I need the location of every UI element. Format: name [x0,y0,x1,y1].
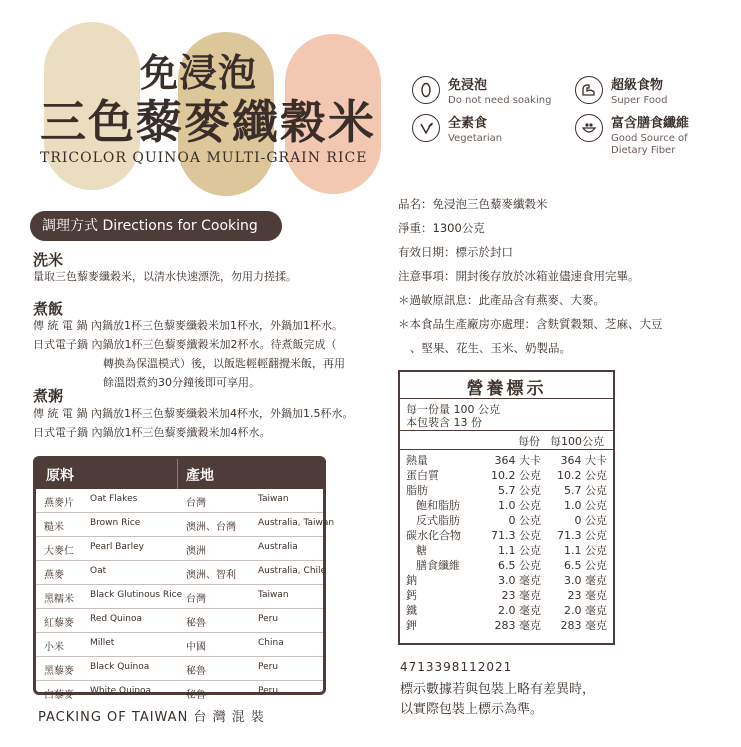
nutrient-per-100g: 5.7 公克 [564,484,607,497]
table-row [36,681,323,704]
nutrient-row [400,527,613,542]
table-row [36,513,335,537]
nutrient-per-100g: 3.0 毫克 [564,574,607,587]
ingredient-name-zh: 燕麥 [44,570,64,581]
nutrient-per-100g: 2.0 毫克 [564,604,607,617]
nutrient-row [400,467,613,482]
origin-en: Peru [258,614,279,624]
origin-column-header: 產地 [186,468,214,484]
nutrient-per-100g: 283 毫克 [560,619,607,632]
nutrient-name: 鈉 [406,574,417,587]
table-row [36,609,323,633]
servings-per-pack: 本包裝含 13 份 [406,416,482,429]
nutrient-row [400,617,613,632]
nutrient-per-serving: 364 大卡 [494,454,541,467]
origin-en: China [258,638,284,648]
origin-zh: 澳洲 [186,546,206,557]
per-100g-header: 每100公克 [550,435,604,448]
origin-zh: 秘魯 [186,666,206,677]
nutrient-per-serving: 10.2 公克 [491,469,541,482]
origin-en: Peru [258,662,279,672]
nutrient-per-serving: 5.7 公克 [498,484,541,497]
nutrient-per-100g: 364 大卡 [560,454,607,467]
leaf-v-icon [412,114,440,142]
ingredient-name-zh: 白藜麥 [44,690,74,701]
ingredient-name-en: Pearl Barley [90,542,144,552]
origin-en: Australia [258,542,298,552]
barcode-number: 4713398112021 [400,660,513,674]
nutrient-row [400,497,613,512]
nutrient-row [400,587,613,602]
nutrient-per-serving: 283 毫克 [494,619,541,632]
origin-table-header [36,459,323,489]
origin-zh: 台灣 [186,498,206,509]
porridge-text-2: 日式電子鍋 內鍋放1杯三色藜麥纖穀米加4杯水。 [33,426,271,439]
facility-info-2: 、堅果、花生、玉米、奶製品。 [410,341,571,355]
cook-rice-text-3: 轉換為保溫模式）後，以飯匙輕輕翻攪米飯，再用 [103,357,345,370]
ingredient-name-en: Oat Flakes [90,494,138,504]
table-row [36,585,323,609]
nutrient-name: 鉀 [406,619,417,632]
nutrient-name: 熱量 [406,454,428,467]
expiry-date: 有效日期：標示於封口 [398,245,513,259]
wash-text: 量取三色藜麥纖穀米，以清水快速漂洗，勿用力搓揉。 [33,270,297,283]
nutrient-per-serving: 2.0 毫克 [498,604,541,617]
nutrient-name: 糖 [416,544,427,557]
ingredient-origin-table [33,456,335,701]
origin-zh: 秘魯 [186,618,206,629]
nutrient-row [400,482,613,497]
nutrient-per-100g: 1.1 公克 [564,544,607,557]
ingredient-name-en: White Quinoa [90,686,152,696]
feature-super-food: 超級食物 Super Food [575,74,667,107]
cook-rice-text-2: 日式電子鍋 內鍋放1杯三色藜麥纖穀米加2杯水。待煮飯完成（ [33,338,337,351]
ingredient-name-en: Black Glutinous Rice [90,590,183,600]
nutrient-name: 反式脂肪 [416,514,460,527]
origin-en: Peru [258,686,279,696]
table-row [36,489,323,513]
cook-rice-text-1: 傳 統 電 鍋 內鍋放1杯三色藜麥纖穀米加1杯水，外鍋加1杯水。 [33,319,343,332]
directions-header: 調理方式 Directions for Cooking [30,211,282,241]
grain-bowl-icon [575,114,603,142]
ingredient-name-zh: 燕麥片 [44,498,74,509]
nutrient-per-serving: 1.0 公克 [498,499,541,512]
ingredient-name-zh: 大麥仁 [44,546,74,557]
product-title-line2: 三色藜麥纖穀米 [40,95,376,149]
product-title-line1: 免浸泡 [140,51,258,95]
nutrient-name: 鐵 [406,604,417,617]
ingredient-name-zh: 黑藜麥 [44,666,74,677]
ingredient-name-en: Brown Rice [90,518,141,528]
table-row [36,657,323,681]
ingredient-column-header: 原料 [46,468,74,484]
nutrient-name: 脂肪 [406,484,428,497]
product-title-english: TRICOLOR QUINOA MULTI-GRAIN RICE [40,150,368,166]
origin-zh: 澳洲、台灣 [186,522,236,533]
divider [400,430,613,431]
ingredient-name-en: Millet [90,638,115,648]
origin-en: Taiwan [258,494,289,504]
nutrient-per-100g: 6.5 公克 [564,559,607,572]
nutrient-per-serving: 3.0 毫克 [498,574,541,587]
nutrition-facts-table [398,370,615,645]
wash-heading: 洗米 [33,251,64,269]
nutrition-title: 營養標示 [466,379,547,399]
nutrient-per-100g: 23 毫克 [567,589,607,602]
table-row [36,561,327,585]
allergen-info: ＊過敏原訊息：此產品含有燕麥、大麥。 [398,293,605,307]
table-row [36,633,323,657]
per-serving-header: 每份 [518,435,540,448]
origin-en: Australia, Chile [258,566,327,576]
ingredient-name-zh: 紅藜麥 [44,618,74,629]
table-row [36,537,323,561]
nutrient-name: 飽和脂肪 [416,499,460,512]
feature-vegetarian: 全素食 Vegetarian [412,112,502,145]
nutrient-name: 膳食纖維 [416,559,460,572]
origin-en: Australia, Taiwan [258,518,335,528]
ingredient-name-zh: 糙米 [44,522,64,533]
serving-size: 每一份量 100 公克 [406,403,500,416]
porridge-text-1: 傳 統 電 鍋 內鍋放1杯三色藜麥纖穀米加4杯水，外鍋加1.5杯水。 [33,407,354,420]
nutrient-per-serving: 1.1 公克 [498,544,541,557]
divider [400,449,613,450]
nutrient-per-serving: 71.3 公克 [491,529,541,542]
nutrient-row [400,452,613,467]
nutrient-per-100g: 71.3 公克 [557,529,607,542]
nutrient-name: 蛋白質 [406,469,439,482]
nutrient-row [400,602,613,617]
nutrient-per-100g: 1.0 公克 [564,499,607,512]
cook-rice-heading: 煮飯 [33,300,64,318]
header-divider [177,459,178,489]
origin-en: Taiwan [258,590,289,600]
cook-rice-text-4: 餘溫悶煮約30分鐘後即可享用。 [103,376,260,389]
feature-no-soak: 免浸泡 Do not need soaking [412,74,551,107]
ingredient-name-en: Oat [90,566,107,576]
product-name: 品名：免浸泡三色藜麥纖穀米 [398,197,548,211]
ingredient-name-en: Black Quinoa [90,662,150,672]
ingredient-name-en: Red Quinoa [90,614,142,624]
origin-zh: 台灣 [186,594,206,605]
nutrient-row [400,572,613,587]
net-weight: 淨重：1300公克 [398,221,485,235]
porridge-heading: 煮粥 [33,387,64,405]
nutrient-row [400,557,613,572]
origin-table-body [36,489,335,704]
nutrient-per-serving: 23 毫克 [501,589,541,602]
nutrient-row [400,542,613,557]
nutrient-per-serving: 0 公克 [508,514,541,527]
nutrient-row [400,512,613,527]
ingredient-name-zh: 小米 [44,642,64,653]
origin-zh: 中國 [186,642,206,653]
packing-origin: PACKING OF TAIWAN 台 灣 混 裝 [38,710,265,725]
disclaimer-line-2: 以實際包裝上標示為準。 [400,702,544,717]
nutrient-per-100g: 10.2 公克 [557,469,607,482]
feature-dietary-fiber: 富含膳食纖維 Good Source of Dietary Fiber [575,112,689,157]
disclaimer-line-1: 標示數據若與包裝上略有差異時， [400,682,596,697]
nutrient-name: 碳水化合物 [406,529,461,542]
ingredient-name-zh: 黑糯米 [44,594,74,605]
nutrient-name: 鈣 [406,589,417,602]
flexed-arm-icon [575,76,603,104]
divider [400,398,613,399]
origin-zh: 秘魯 [186,690,206,701]
nutrient-per-100g: 0 公克 [574,514,607,527]
nutrient-per-serving: 6.5 公克 [498,559,541,572]
storage-note: 注意事項：開封後存放於冰箱並儘速食用完畢。 [398,269,640,283]
origin-zh: 澳洲、智利 [186,570,236,581]
facility-info-1: ＊本食品生產廠房亦處理：含麩質穀類、芝麻、大豆 [398,317,663,331]
rice-grain-icon [412,76,440,104]
